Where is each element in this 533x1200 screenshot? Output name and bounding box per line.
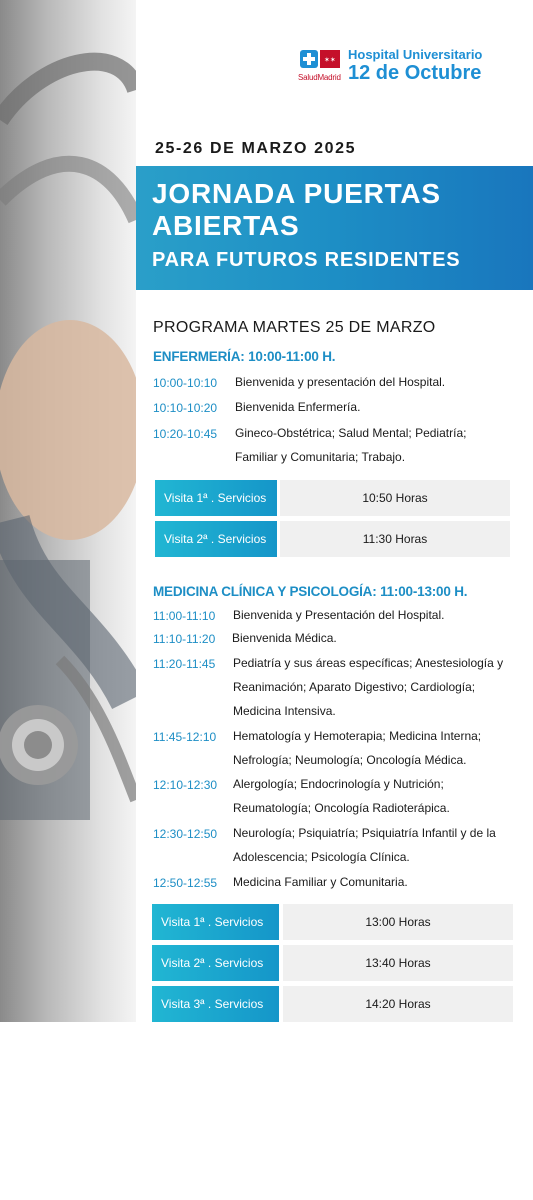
schedule-time: 12:30-12:50 (153, 827, 218, 841)
title-banner (136, 166, 533, 290)
schedule-time: 11:10-11:20 (153, 632, 216, 646)
event-date: 25-26 DE MARZO 2025 (155, 140, 357, 157)
hospital-name-line2: 12 de Octubre (348, 62, 482, 84)
schedule-desc-line: Nefrología; Neumología; Oncología Médica. (233, 753, 467, 767)
schedule-desc-line: Hematología y Hemoterapia; Medicina Interna; (233, 729, 482, 743)
stethoscope-illustration (0, 0, 136, 1022)
visit-label: Visita 1ª . Servicios (155, 480, 277, 516)
schedule-desc-line: Medicina Intensiva. (233, 704, 336, 718)
schedule-desc-line: Familiar y Comunitaria; Trabajo. (235, 450, 406, 464)
visit-time: 14:20 Horas (283, 986, 513, 1022)
schedule-desc-line: Pediatría y sus áreas específicas; Anestesiología y (233, 656, 504, 670)
schedule-time: 10:10-10:20 (153, 401, 218, 415)
visit-time: 11:30 Horas (280, 521, 510, 557)
visit-time: 10:50 Horas (280, 480, 510, 516)
schedule-desc (235, 395, 360, 419)
schedule-desc (235, 370, 445, 394)
schedule-desc (233, 772, 450, 820)
schedule-desc-line: Gineco-Obstétrica; Salud Mental; Pediatría; (235, 426, 467, 440)
schedule-time: 11:20-11:45 (153, 657, 216, 671)
svg-text:✶✶: ✶✶ (324, 56, 336, 64)
program-title: PROGRAMA MARTES 25 DE MARZO (153, 319, 436, 336)
schedule-desc-line: Bienvenida Enfermería. (235, 400, 361, 414)
schedule-time: 12:10-12:30 (153, 778, 218, 792)
section-heading-medicina: MEDICINA CLÍNICA Y PSICOLOGÍA: 11:00-13:00 H. (153, 584, 468, 599)
visit-label: Visita 2ª . Servicios (155, 521, 277, 557)
logo-sub-label: SaludMadrid (298, 73, 341, 82)
visit-row (152, 986, 513, 1022)
hospital-name-line1: Hospital Universitario (348, 47, 483, 62)
schedule-time: 10:20-10:45 (153, 427, 218, 441)
schedule-desc (233, 821, 496, 869)
event-title-line1: JORNADA PUERTAS (152, 178, 441, 209)
schedule-desc (233, 651, 503, 723)
visit-row (155, 521, 510, 557)
schedule-desc-line: Bienvenida y Presentación del Hospital. (233, 608, 445, 622)
schedule-desc (235, 421, 466, 469)
stethoscope-photo (0, 0, 136, 1022)
event-title-line2: ABIERTAS (152, 210, 300, 241)
schedule-desc-line: Medicina Familiar y Comunitaria. (233, 875, 408, 889)
event-subtitle: PARA FUTUROS RESIDENTES (152, 249, 461, 271)
schedule-time: 10:00-10:10 (153, 376, 218, 390)
hospital-logo (298, 47, 508, 87)
schedule-desc (233, 603, 444, 627)
schedule-desc (232, 626, 337, 650)
visit-label: Visita 3ª . Servicios (152, 986, 279, 1022)
schedule-desc-line: Reanimación; Aparato Digestivo; Cardiología; (233, 680, 476, 694)
visit-label: Visita 1ª . Servicios (152, 904, 279, 940)
schedule-desc-line: Alergología; Endocrinología y Nutrición; (233, 777, 444, 791)
schedule-desc-line: Neurología; Psiquiatría; Psiquiatría Infantil y de la (233, 826, 496, 840)
visit-row (155, 480, 510, 516)
visit-row (152, 904, 513, 940)
section-heading-enfermeria: ENFERMERÍA: 10:00-11:00 H. (153, 349, 336, 364)
schedule-time: 12:50-12:55 (153, 876, 218, 890)
schedule-time: 11:00-11:10 (153, 609, 216, 623)
schedule-desc-line: Adolescencia; Psicología Clínica. (233, 850, 410, 864)
visit-time: 13:00 Horas (283, 904, 513, 940)
schedule-desc-line: Bienvenida Médica. (232, 631, 337, 645)
visit-label: Visita 2ª . Servicios (152, 945, 279, 981)
schedule-desc-line: Reumatología; Oncología Radioterápica. (233, 801, 450, 815)
schedule-time: 11:45-12:10 (153, 730, 217, 744)
schedule-desc (233, 870, 408, 894)
schedule-desc (233, 724, 481, 772)
schedule-desc-line: Bienvenida y presentación del Hospital. (235, 375, 446, 389)
visit-row (152, 945, 513, 981)
visit-time: 13:40 Horas (283, 945, 513, 981)
